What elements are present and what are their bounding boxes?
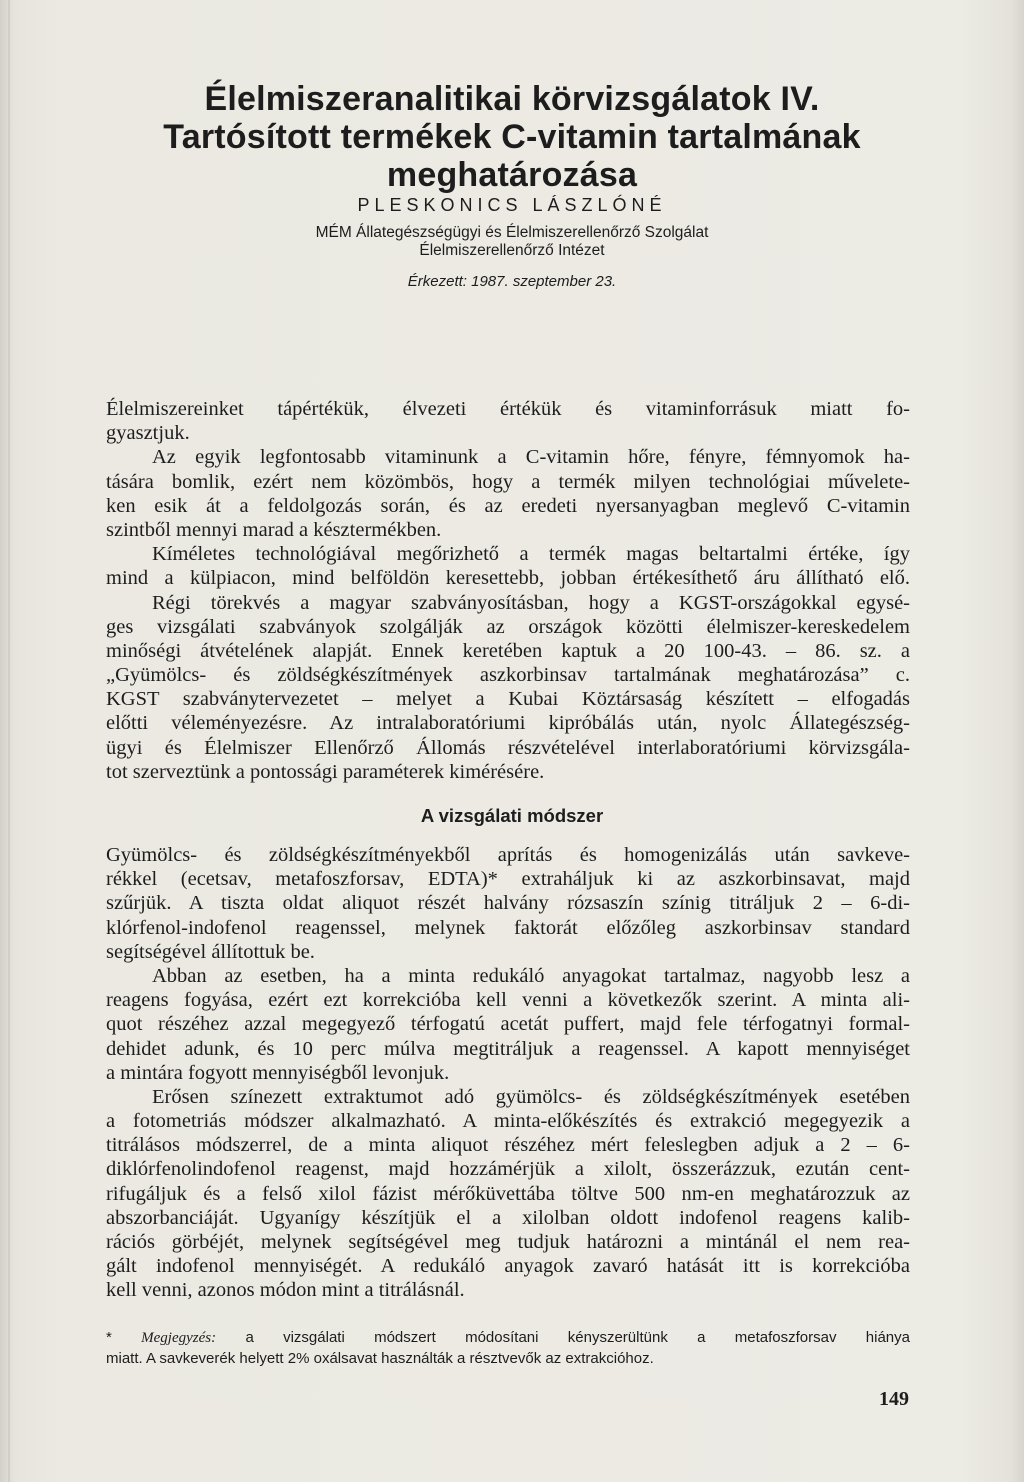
page-fold-shadow — [8, 0, 10, 1482]
footnote-line — [106, 1327, 910, 1348]
text-line: rékkel (ecetsav, metafoszforsav, EDTA)* extraháljuk ki az aszkorbinsavat, majd — [106, 868, 910, 891]
footnote-label: Megjegyzés: — [141, 1330, 217, 1346]
text-line: Élelmiszereinket tápértékük, élvezeti értékük és vitaminforrásuk miatt fo- — [106, 398, 910, 420]
text-line: kell venni, azonos módon mint a titrálásnál. — [106, 1279, 465, 1302]
text-line: klórfenol-indofenol reagenssel, melynek faktorát előzőleg aszkorbinsav standard — [106, 916, 910, 939]
article-title — [0, 80, 1024, 194]
text-line: quot részéhez azzal megegyező térfogatú acetát puffert, majd fele térfogatnyi formal- — [106, 1013, 910, 1036]
section-heading: A vizsgálati módszer — [420, 805, 604, 826]
page-number: 149 — [879, 1388, 909, 1410]
text-line: mind a külpiacon, mind belföldön keresettebb, jobban értékesíthető áru állítható elő. — [106, 567, 910, 590]
text-line: segítségével állítottuk be. — [106, 940, 315, 963]
affiliation-line: MÉM Állategészségügyi és Élelmiszerellenőrző Szolgálat — [315, 224, 709, 241]
text-line: tására bomlik, ezért nem közömbös, hogy a termék milyen technológiai művelete- — [106, 470, 910, 493]
text-line: diklórfenolindofenol reagenst, majd hozzámérjük a xilolt, összerázzuk, ezután cent- — [106, 1158, 910, 1181]
footnote — [106, 1327, 910, 1369]
author-name: PLESKONICS LÁSZLÓNÉ — [357, 195, 667, 215]
text-line: „Gyümölcs- és zöldségkészítmények aszkorbinsav tartalmának meghatározása” c. — [106, 664, 910, 687]
text-line: gált indofenol mennyiségét. A redukáló anyagok zavaró hatását itt is korrekcióba — [106, 1255, 910, 1278]
text-line: Erősen színezett extraktumot adó gyümölcs- és zöldségkészítmények esetében — [152, 1085, 910, 1108]
text-line: szűrjük. A tiszta oldat aliquot részét halvány rózsaszín színig titráljuk 2 – 6-di- — [106, 892, 910, 915]
text-line: a mintára fogyott mennyiségből levonjuk. — [106, 1061, 450, 1084]
text-line: abszorbanciáját. Ugyanígy készítjük el a xilolban oldott indofenol reagens kalib- — [106, 1206, 910, 1229]
text-line: a fotometriás módszer alkalmazható. A minta-előkészítés és extrakció megegyezik a — [106, 1110, 910, 1133]
affiliation-line: Élelmiszerellenőrző Intézet — [419, 242, 605, 259]
text-line: rifugáljuk és a felső xilol fázist mérőküvettába töltve 500 nm-en meghatározzuk az — [106, 1182, 910, 1205]
text-line: ges vizsgálati szabványok szolgálják az országok közötti élelmiszer-kereskedelem — [106, 615, 910, 638]
text-line: rációs görbéjét, melynek segítségével meg tudjuk határozni a mintánál el nem rea- — [106, 1231, 910, 1253]
text-line: tot szerveztünk a pontossági paraméterek kimérésére. — [106, 760, 545, 783]
title-line: meghatározása — [386, 156, 638, 194]
text-line: dehidet adunk, és 10 perc múlva megtitráljuk a reagenssel. A kapott mennyiséget — [106, 1037, 910, 1060]
text-line: Régi törekvés a magyar szabványosításban, hogy a KGST-országokkal egysé- — [152, 591, 910, 614]
text-line: Az egyik legfontosabb vitaminunk a C-vitamin hőre, fényre, fémnyomok ha- — [152, 446, 910, 469]
text-line: KGST szabványtervezetet – melyet a Kubai Köztársaság készített – elfogadás — [106, 688, 910, 711]
received-date: Érkezett: 1987. szeptember 23. — [407, 273, 617, 290]
text-line: Gyümölcs- és zöldségkészítményekből aprítás és homogenizálás után savkeve- — [106, 844, 910, 866]
text-line: titrálásos módszerrel, de a minta aliquot részéhez mért feleslegben adjuk a 2 – 6- — [106, 1134, 910, 1157]
text-line: minőségi átvételének alapját. Ennek keretében kaptuk a 20 100-43. – 86. sz. a — [106, 639, 910, 662]
text-line: Kíméletes technológiával megőrizhető a termék magas beltartalmi értéke, így — [152, 543, 910, 566]
intro-text — [106, 397, 910, 784]
text-line: Abban az esetben, ha a minta redukáló anyagokat tartalmaz, nagyobb lesz a — [152, 964, 910, 987]
text-line: reagens fogyása, ezért ezt korrekcióba kell venni a következők szerint. A minta ali- — [106, 989, 910, 1012]
title-line: Élelmiszeranalitikai körvizsgálatok IV. — [204, 80, 820, 118]
footnote-line: miatt. A savkeverék helyett 2% oxálsavat használták a résztvevők az extrakcióhoz. — [106, 1350, 654, 1367]
footnote-text: a vizsgálati módszert módosítani kényszerültünk a metafoszforsav hiánya — [245, 1329, 910, 1346]
method-text — [106, 843, 910, 1303]
text-line: ken esik át a feldolgozás során, és az eredeti nyersanyagban meglevő C-vitamin — [106, 494, 910, 517]
footnote-marker: * — [106, 1329, 112, 1346]
affiliation — [0, 224, 1024, 260]
text-line: gyasztjuk. — [106, 422, 190, 445]
title-line: Tartósított termékek C-vitamin tartalmának — [163, 118, 861, 156]
text-line: ügyi és Élelmiszer Ellenőrző Állomás részvételével interlaboratóriumi körvizsgála- — [106, 736, 910, 759]
text-line: előtti véleményezésre. Az intralaboratóriumi kipróbálás után, nyolc Állategészség- — [106, 712, 910, 735]
text-line: szintből mennyi marad a késztermékben. — [106, 518, 442, 541]
